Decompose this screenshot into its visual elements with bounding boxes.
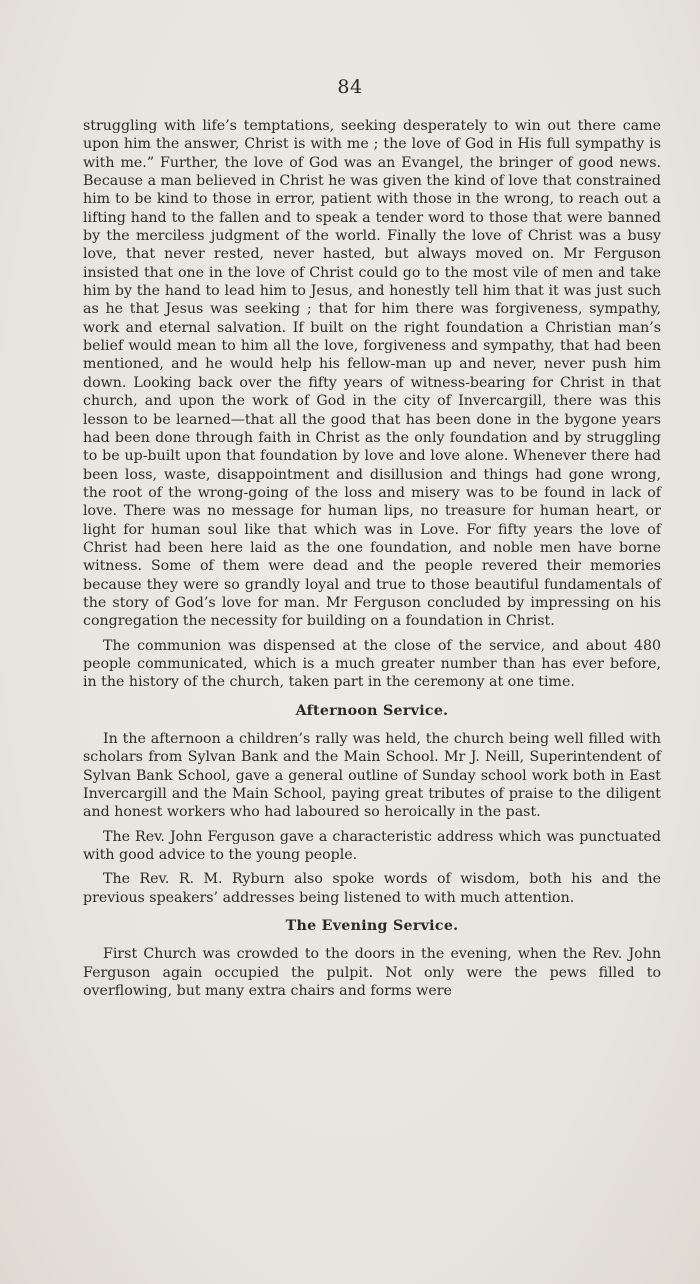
body-paragraph: struggling with life’s temptations, seeking desperately to win out there came upon him the answer, Christ is with me ; the love of God in His full sympathy is with me.” Further, the love of God was an Evangel, the bringer of good news. Because a man believed in Christ he was given the kind of love that constrained him to be kind to those in error, patient with those in the wrong, to reach out a lifting hand to the fallen and to speak a tender word to those that were banned by the merciless judgment of the world. Finally the love of Christ was a busy love, that never rested, never hasted, but always moved on. Mr Ferguson insisted that one in the love of Christ could go to the most vile of men and take him by the hand to lead him to Jesus, and honestly tell him that it was just such as he that Jesus was seeking ; that for him there was forgiveness, sympathy, work and eternal salvation. If built on the right foundation a Christian man’s belief would mean to him all the love, forgiveness and sympathy, that had been mentioned, and he would help his fellow-man up and never, never push him down. Looking back over the fifty years of witness-bearing for Christ in that church, and upon the work of God in the city of Invercargill, there was this lesson to be learned—that all the good that has been done in the bygone years had been done through faith in Christ as the only foundation and by struggling to be up-built upon that foundation by love and love alone. Whenever there had been loss, waste, disappointment and disillusion and things had gone wrong, the root of the wrong-going of the loss and misery was to be found in lack of love. There was no message for human lips, no treasure for human heart, or light for human soul like that which was in Love. For fifty years the love of Christ had been here laid as the one foundation, and noble men have borne witness. Some of them were dead and the people revered their memories because they were so grandly loyal and true to those beautiful fundamentals of the story of God’s love for man. Mr Ferguson concluded by impressing on his congregation the necessity for building on a foundation in Christ. [83, 118, 661, 630]
body-paragraph: The Rev. R. M. Ryburn also spoke words of wisdom, both his and the previous speakers’ addresses being listened to with much attention. [83, 871, 661, 906]
section-heading-evening: The Evening Service. [285, 918, 459, 935]
body-paragraph: In the afternoon a children’s rally was held, the church being well filled with scholars from Sylvan Bank and the Main School. Mr J. Neill, Superintendent of Sylvan Bank School, gave a general outline of Sunday school work both in East Invercargill and the Main School, paying great tributes of praise to the diligent and honest workers who had laboured so heroically in the past. [83, 731, 661, 821]
page-body [83, 117, 661, 1000]
page-number: 84 [337, 76, 363, 98]
body-paragraph: The communion was dispensed at the close of the service, and about 480 people communicated, which is a much greater number than has ever before, in the history of the church, taken part in the ceremony at one time. [83, 637, 661, 691]
section-heading-afternoon: Afternoon Service. [295, 702, 449, 719]
body-paragraph: First Church was crowded to the doors in the evening, when the Rev. John Ferguson again occupied the pulpit. Not only were the pews filled to overflowing, but many extra chairs and forms were [83, 946, 661, 1000]
body-paragraph: The Rev. John Ferguson gave a characteristic address which was punctuated with good advice to the young people. [83, 828, 661, 864]
